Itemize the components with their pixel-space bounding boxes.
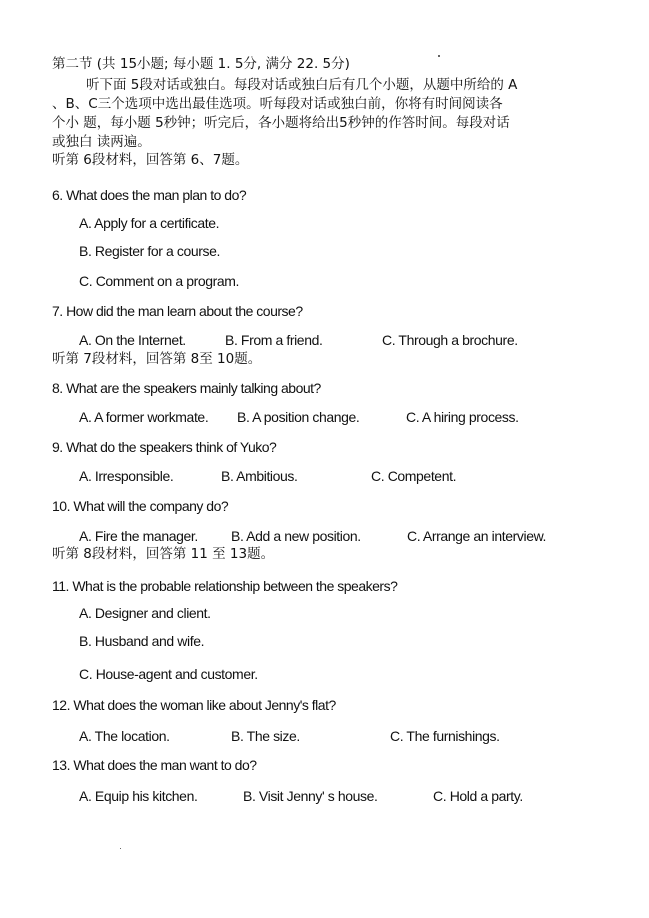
- option-b: B. Husband and wife.: [79, 633, 205, 649]
- option-c: C. The furnishings.: [390, 728, 500, 744]
- instruction-line: 个小 题，每小题 5秒钟；听完后，各小题将给出5秒钟的作答时间。每段对话: [52, 115, 510, 131]
- option-b: B. Visit Jenny' s house.: [243, 788, 378, 804]
- option-b: B. From a friend.: [225, 332, 323, 348]
- option-b: B. Ambitious.: [221, 468, 298, 484]
- option-a: A. A former workmate.: [79, 409, 209, 425]
- question-stem: 11. What is the probable relationship between the speakers?: [52, 578, 398, 594]
- question-stem: 9. What do the speakers think of Yuko?: [52, 439, 277, 455]
- option-c: C. Competent.: [371, 468, 457, 484]
- section-title: 第二节 (共 15小题; 每小题 1. 5分, 满分 22. 5分): [52, 56, 350, 72]
- scan-speck: [438, 55, 440, 57]
- scan-speck: [120, 848, 121, 849]
- option-b: B. The size.: [231, 728, 300, 744]
- question-stem: 13. What does the man want to do?: [52, 757, 257, 773]
- instruction-line: 或独白 读两遍。: [52, 134, 151, 150]
- option-a: A. Apply for a certificate.: [79, 215, 220, 231]
- group-intro: 听第 8段材料，回答第 11 至 13题。: [52, 546, 275, 562]
- option-b: B. A position change.: [237, 409, 360, 425]
- group-intro: 听第 7段材料，回答第 8至 10题。: [52, 351, 262, 367]
- option-c: C. A hiring process.: [406, 409, 519, 425]
- question-stem: 8. What are the speakers mainly talking about?: [52, 380, 321, 396]
- instruction-line: 、B、C三个选项中选出最佳选项。听每段对话或独白前，你将有时间阅读各: [52, 96, 503, 112]
- instruction-line: 听下面 5段对话或独白。每段对话或独白后有几个小题，从题中所给的 A: [86, 77, 518, 93]
- option-a: A. Equip his kitchen.: [79, 788, 198, 804]
- option-c: C. House-agent and customer.: [79, 666, 258, 682]
- option-c: C. Arrange an interview.: [407, 528, 547, 544]
- option-a: A. On the Internet.: [79, 332, 186, 348]
- option-a: A. Fire the manager.: [79, 528, 198, 544]
- question-stem: 10. What will the company do?: [52, 498, 229, 514]
- option-a: A. Irresponsible.: [79, 468, 174, 484]
- option-c: C. Comment on a program.: [79, 273, 240, 289]
- option-c: C. Through a brochure.: [382, 332, 518, 348]
- option-b: B. Register for a course.: [79, 243, 220, 259]
- question-stem: 7. How did the man learn about the course?: [52, 303, 303, 319]
- option-a: A. Designer and client.: [79, 605, 211, 621]
- group-intro: 听第 6段材料，回答第 6、7题。: [52, 152, 249, 168]
- option-c: C. Hold a party.: [433, 788, 523, 804]
- question-stem: 6. What does the man plan to do?: [52, 187, 247, 203]
- option-b: B. Add a new position.: [231, 528, 361, 544]
- question-stem: 12. What does the woman like about Jenny's flat?: [52, 697, 336, 713]
- option-a: A. The location.: [79, 728, 170, 744]
